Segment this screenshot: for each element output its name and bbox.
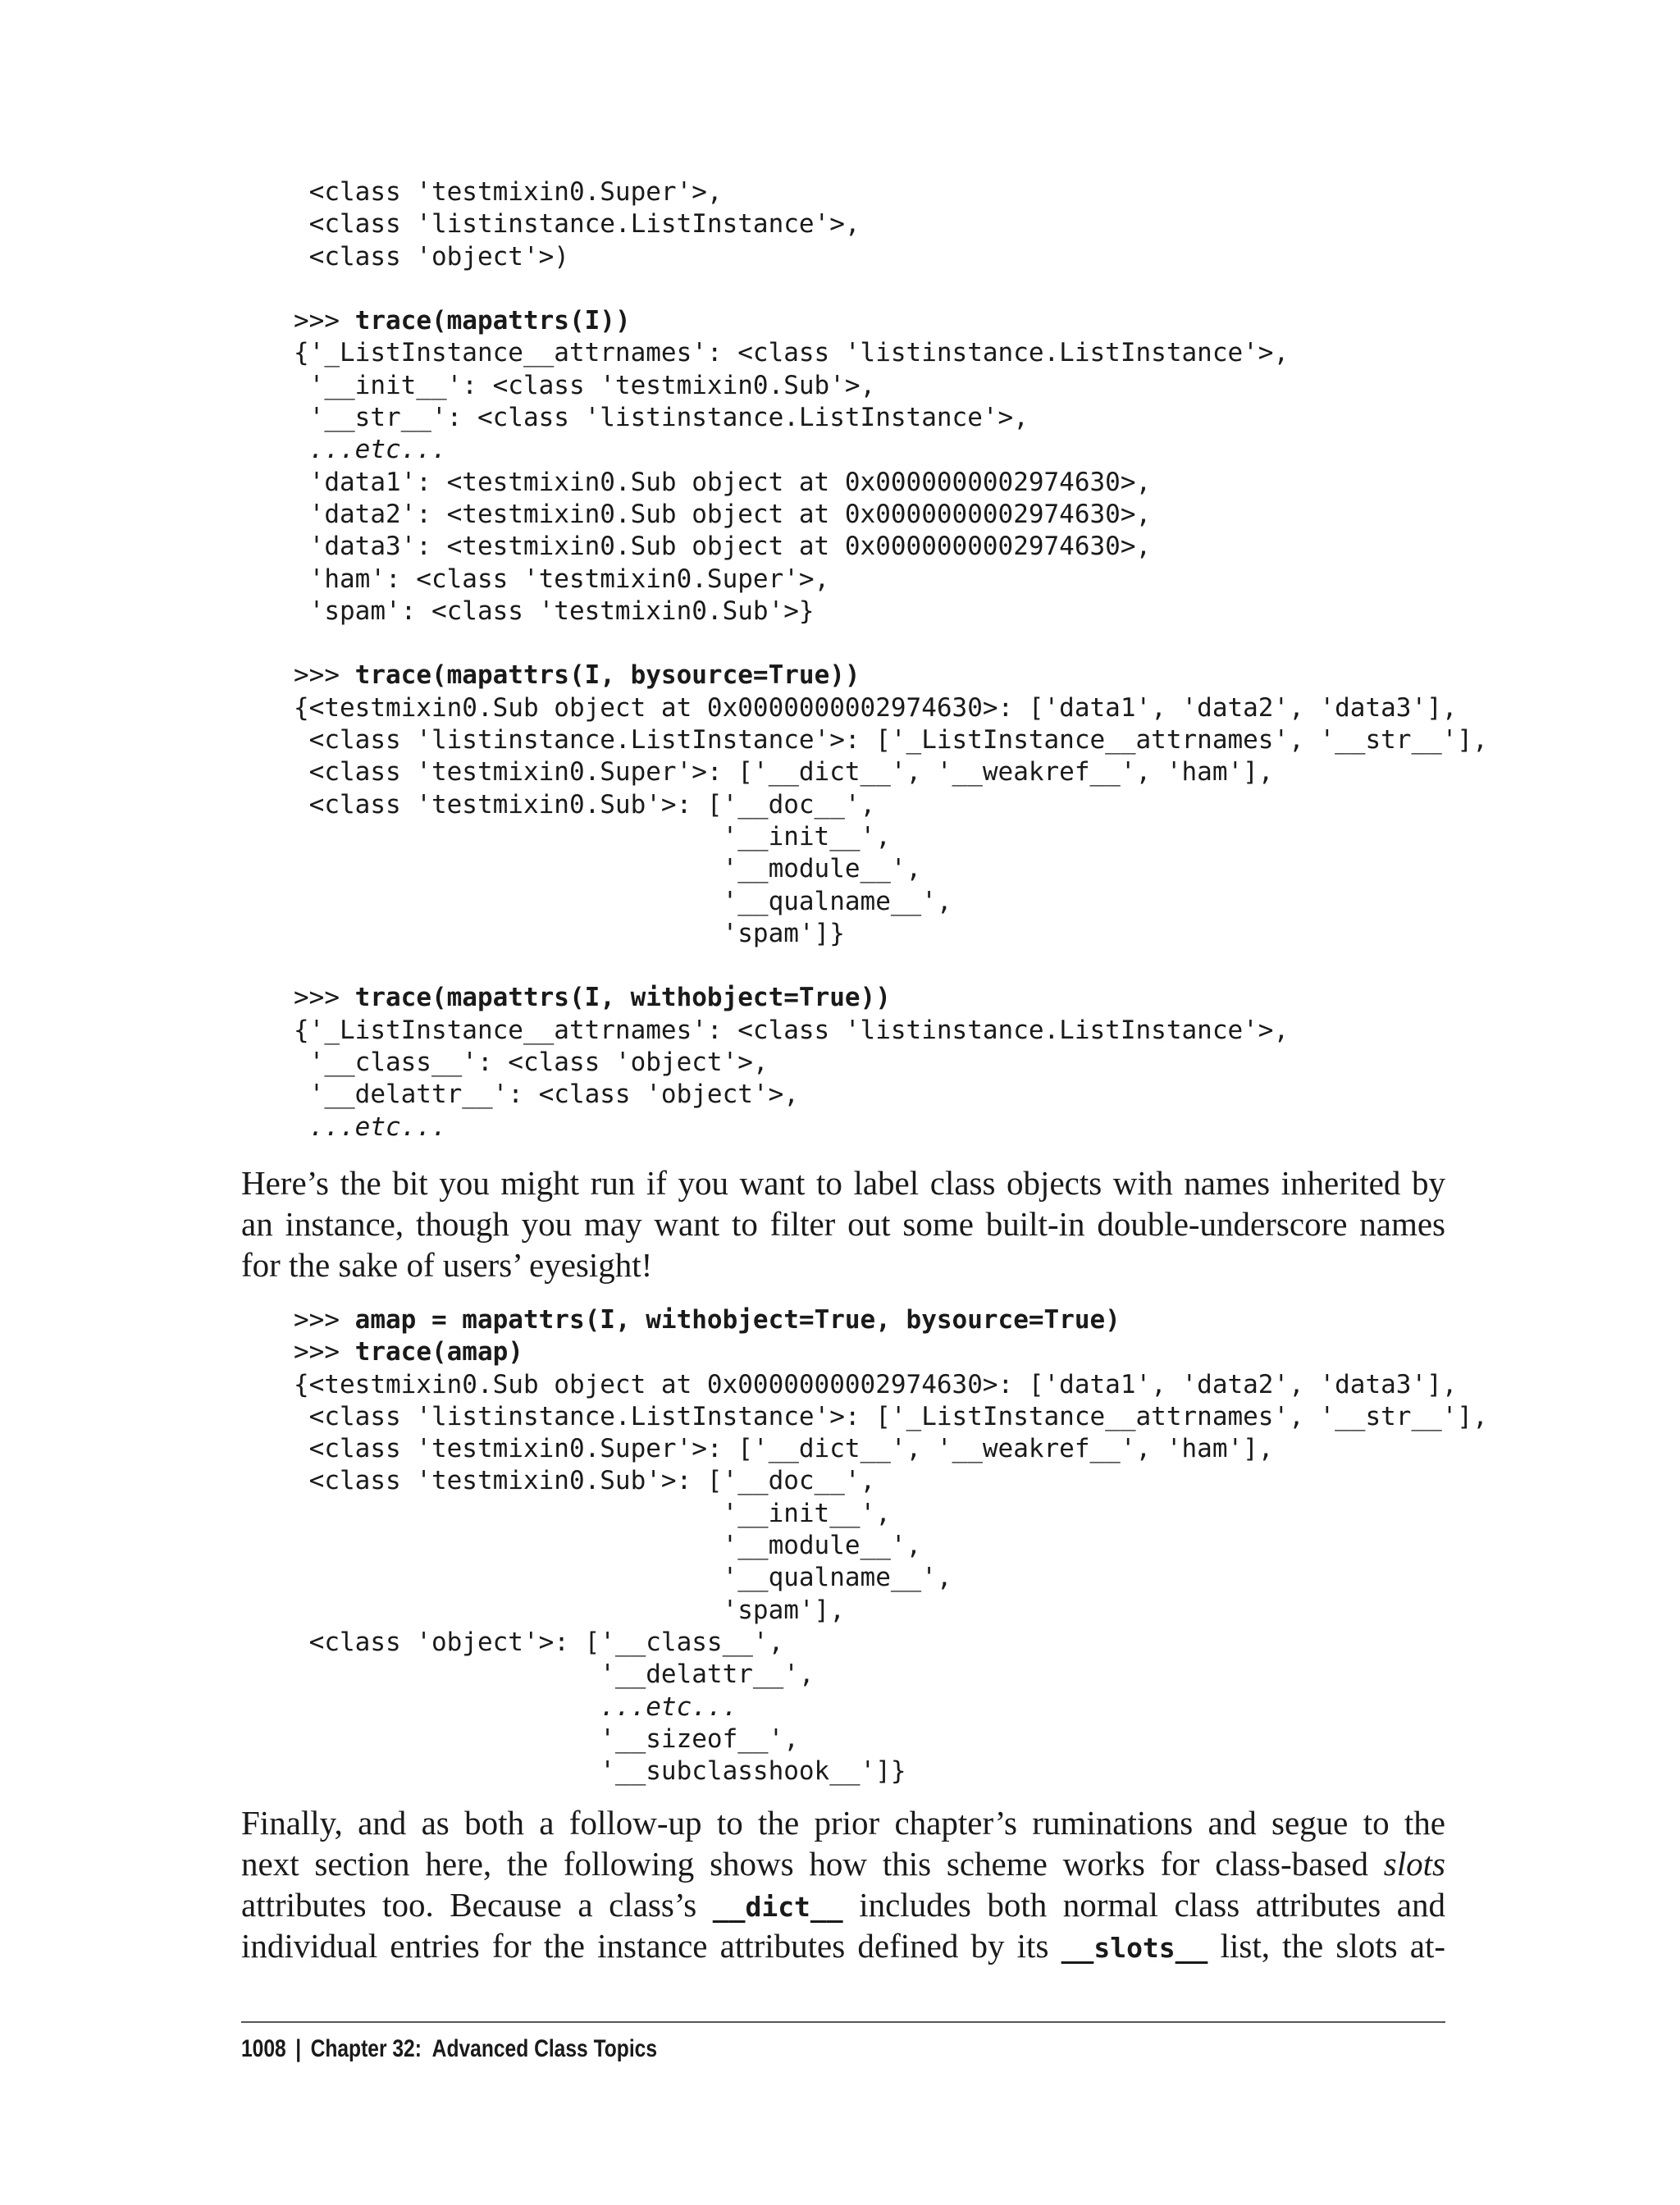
- code-command-line: [294, 1336, 1488, 1368]
- command-text: amap = mapattrs(I, withobject=True, bysource=True): [340, 1305, 1121, 1335]
- footer-rule: [241, 2021, 1445, 2023]
- paragraph-text: list, the slots at-: [1208, 1927, 1446, 1965]
- paragraph-text: includes both normal class attributes and: [842, 1886, 1445, 1924]
- prompt-marker: >>>: [294, 1337, 340, 1367]
- code-block: [294, 176, 1488, 1144]
- paragraph-line: for the sake of users’ eyesight!: [241, 1246, 653, 1284]
- code-line: '__qualname__',: [294, 1563, 952, 1593]
- code-line: 'spam': <class 'testmixin0.Sub'>}: [294, 596, 815, 626]
- code-line: <class 'testmixin0.Super'>: ['__dict__', '__weakref__', 'ham'],: [294, 757, 1274, 788]
- code-command-line: [294, 660, 1488, 692]
- code-line: <class 'testmixin0.Super'>: ['__dict__', '__weakref__', 'ham'],: [294, 1434, 1274, 1464]
- code-block: [294, 1304, 1488, 1787]
- paragraph-line: [241, 1843, 1445, 1884]
- code-line: '__init__',: [294, 821, 891, 851]
- paragraph-text: individual entries for the instance attributes defined by its: [241, 1927, 1061, 1965]
- code-line: 'ham': <class 'testmixin0.Super'>,: [294, 564, 830, 594]
- code-line: {'_ListInstance__attrnames': <class 'listinstance.ListInstance'>,: [294, 1015, 1290, 1045]
- code-line: <class 'testmixin0.Sub'>: ['__doc__',: [294, 789, 876, 819]
- emphasis-term: slots: [1383, 1845, 1445, 1883]
- code-line: <class 'testmixin0.Sub'>: ['__doc__',: [294, 1466, 876, 1496]
- code-line: 'data1': <testmixin0.Sub object at 0x0000000002974630>,: [294, 467, 1152, 497]
- code-line: <class 'listinstance.ListInstance'>: ['_ListInstance__attrnames', '__str__'],: [294, 725, 1488, 756]
- code-line: <class 'object'>): [294, 241, 569, 272]
- code-line: '__str__': <class 'listinstance.ListInstance'>,: [294, 403, 1029, 433]
- footer-separator: |: [295, 2035, 302, 2062]
- code-line: <class 'listinstance.ListInstance'>: ['_ListInstance__attrnames', '__str__'],: [294, 1401, 1488, 1431]
- code-line: [294, 628, 1488, 660]
- code-line: '__module__',: [294, 854, 922, 884]
- code-line: {<testmixin0.Sub object at 0x0000000002974630>: ['data1', 'data2', 'data3'],: [294, 1369, 1458, 1399]
- page-number: 1008: [241, 2035, 286, 2062]
- command-text: trace(mapattrs(I, bysource=True)): [340, 660, 861, 691]
- code-line: 'spam']}: [294, 918, 845, 948]
- paragraph-line: an instance, though you may want to filter out some built-in double-underscore names: [241, 1205, 1445, 1243]
- paragraph-line: [241, 1884, 1445, 1925]
- code-line: <class 'listinstance.ListInstance'>,: [294, 209, 861, 240]
- code-line: '__init__',: [294, 1498, 891, 1528]
- code-line: '__class__': <class 'object'>,: [294, 1048, 769, 1078]
- code-line: 'data2': <testmixin0.Sub object at 0x0000000002974630>,: [294, 499, 1152, 529]
- code-line: '__init__': <class 'testmixin0.Sub'>,: [294, 370, 876, 400]
- code-command-line: [294, 982, 1488, 1014]
- command-text: trace(amap): [340, 1337, 523, 1367]
- code-line: 'data3': <testmixin0.Sub object at 0x0000000002974630>,: [294, 532, 1152, 562]
- code-line: 'spam'],: [294, 1595, 845, 1625]
- body-paragraph: [241, 1162, 1445, 1285]
- command-text: trace(mapattrs(I)): [340, 306, 631, 336]
- command-text: trace(mapattrs(I, withobject=True)): [340, 983, 891, 1013]
- paragraph-line: Finally, and as both a follow-up to the prior chapter’s ruminations and segue to the: [241, 1804, 1445, 1842]
- prompt-marker: >>>: [294, 660, 340, 691]
- prompt-marker: >>>: [294, 306, 340, 336]
- page-footer: [241, 2033, 657, 2066]
- code-line: <class 'testmixin0.Super'>,: [294, 177, 723, 207]
- paragraph-text: next section here, the following shows how this scheme works for class-based: [241, 1845, 1384, 1883]
- code-command-line: [294, 305, 1488, 337]
- prompt-marker: >>>: [294, 983, 340, 1013]
- chapter-title: Chapter 32: Advanced Class Topics: [310, 2035, 658, 2062]
- code-line: [294, 950, 1488, 982]
- paragraph-text: attributes too. Because a class’s: [241, 1886, 713, 1924]
- code-line: '__qualname__',: [294, 886, 952, 916]
- prompt-marker: >>>: [294, 1305, 340, 1335]
- code-line: ...etc...: [294, 1112, 447, 1142]
- code-line: '__subclasshook__']}: [294, 1756, 906, 1787]
- paragraph-line: [241, 1925, 1445, 1966]
- code-line: <class 'object'>: ['__class__',: [294, 1627, 784, 1657]
- inline-code: __slots__: [1061, 1932, 1208, 1964]
- body-paragraph: [241, 1802, 1445, 1966]
- inline-code: __dict__: [712, 1891, 843, 1923]
- code-line: '__module__',: [294, 1531, 922, 1561]
- code-line: '__sizeof__',: [294, 1723, 799, 1754]
- code-line: ...etc...: [294, 1691, 738, 1722]
- code-line: ...etc...: [294, 435, 447, 465]
- code-line: {<testmixin0.Sub object at 0x0000000002974630>: ['data1', 'data2', 'data3'],: [294, 692, 1458, 723]
- paragraph-line: Here’s the bit you might run if you want to label class objects with names inherited by: [241, 1164, 1445, 1202]
- code-line: '__delattr__': <class 'object'>,: [294, 1080, 799, 1110]
- code-line: [294, 273, 1488, 305]
- code-line: '__delattr__',: [294, 1659, 815, 1690]
- code-command-line: [294, 1304, 1488, 1336]
- code-line: {'_ListInstance__attrnames': <class 'listinstance.ListInstance'>,: [294, 338, 1290, 368]
